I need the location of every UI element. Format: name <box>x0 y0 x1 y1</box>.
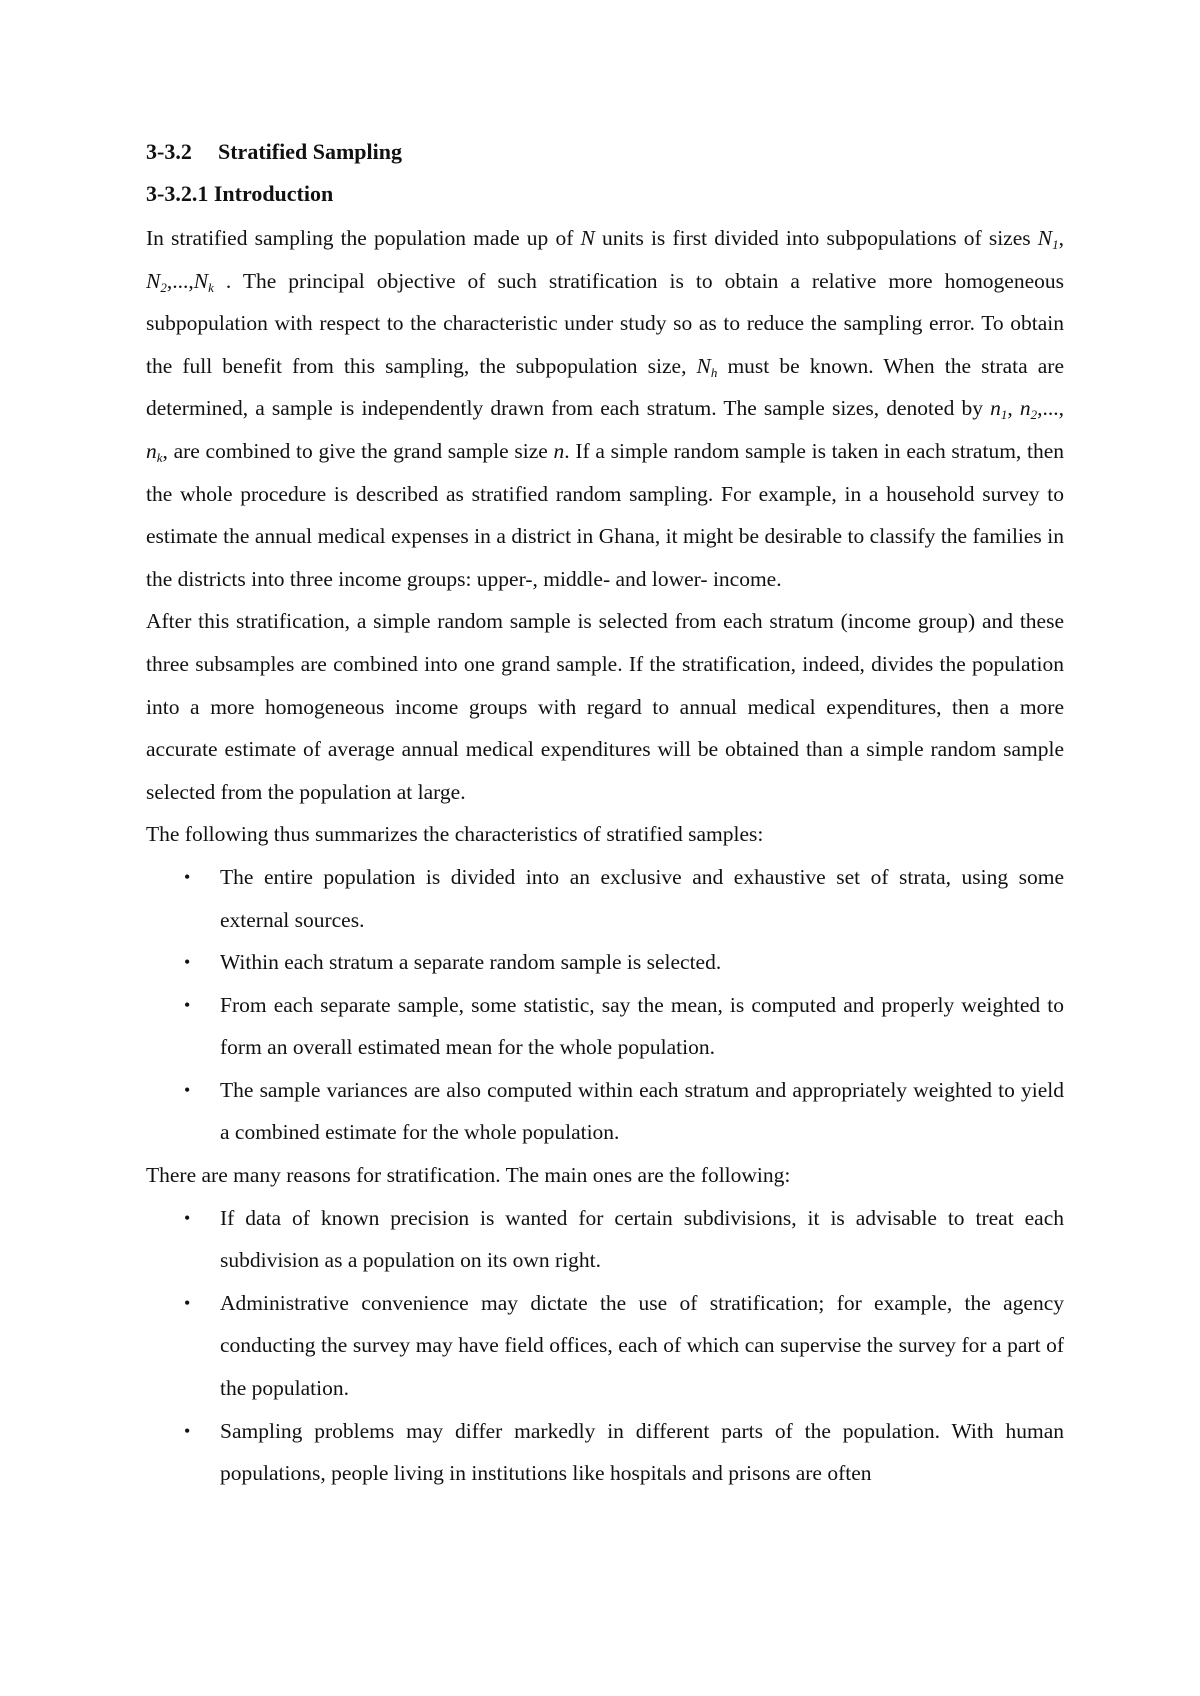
subsection-heading: 3-3.2.1 Introduction <box>146 181 334 206</box>
list-item: • The entire population is divided into an exclusive and exhaustive set of strata, using some external sources. <box>146 856 1064 941</box>
list-item: • The sample variances are also computed within each stratum and appropriately weighted to yield a combined estimate for the whole population. <box>146 1069 1064 1154</box>
bullet-icon: • <box>184 1207 191 1228</box>
list-item: • If data of known precision is wanted for certain subdivisions, it is advisable to treat each subdivision as a population on its own right. <box>146 1197 1064 1282</box>
stratification-paragraph: After this stratification, a simple random sample is selected from each stratum (income group) and these three subsamples are combined into one grand sample. If the stratification, indeed, divides the population into a more homogeneous income groups with regard to annual medical expenditures, then a more accurate estimate of average annual medical expenditures will be obtained than a simple random sample selected from the population at large. <box>146 609 1064 804</box>
summary-intro-paragraph: The following thus summarizes the characteristics of stratified samples: <box>146 822 764 847</box>
section-heading <box>146 138 1064 166</box>
math-Nk: N <box>193 268 209 293</box>
bullet-icon: • <box>184 1079 191 1100</box>
bullet-icon: • <box>184 1292 191 1313</box>
list-item: • Sampling problems may differ markedly in different parts of the population. With human populations, people living in institutions like hospitals and prisons are often <box>146 1410 1064 1495</box>
math-n2: n <box>1019 396 1031 421</box>
math-n: n <box>553 438 565 463</box>
math-N2: N <box>146 268 161 293</box>
list-item: • Administrative convenience may dictate the use of stratification; for example, the agency conducting the survey may have field offices, each of which can supervise the survey for a part of the population. <box>146 1282 1064 1410</box>
reasons-list <box>146 1197 1064 1495</box>
bullet-icon: • <box>184 1420 191 1441</box>
list-item: • Within each stratum a separate random sample is selected. <box>146 941 1064 984</box>
math-N1: N <box>1037 226 1053 250</box>
list-item: • From each separate sample, some statistic, say the mean, is computed and properly weighted to form an overall estimated mean for the whole population. <box>146 984 1064 1069</box>
math-Nh: N <box>696 353 711 378</box>
bullet-icon: • <box>184 994 191 1015</box>
math-N: N <box>580 226 595 250</box>
section-title: Stratified Sampling <box>218 139 402 164</box>
intro-paragraph: In stratified sampling the population made up of N units is first divided into subpopulations of sizes $N_1$, $N_2,...,N_k$ . The principal objective of such stratification is to obtain a relative more homogeneous subpopulation with respect to the characteristic under study so as to reduce the sampling error. To obtain the full benefit from this sampling, the subpopulation size, $N_h$ must be known. When the strata are determined, a sample is independently drawn from each stratum. The sample sizes, denoted by $n_1$, $n_2$,..., $n_k$, are combined to give the grand sample size n. If a simple random sample is taken in each stratum, then the whole procedure is described as stratified random sampling. For example, in a household survey to estimate the annual medical expenses in a district in Ghana, it might be desirable to classify the families in the districts into three income groups: upper-, middle- and lower- income. <box>146 226 1065 591</box>
bullet-icon: • <box>184 952 191 973</box>
bullet-icon: • <box>184 866 191 887</box>
characteristics-list <box>146 856 1064 1154</box>
math-n1: n <box>990 396 1001 421</box>
section-number: 3-3.2 <box>146 139 192 164</box>
reasons-intro-paragraph: There are many reasons for stratification. The main ones are the following: <box>146 1163 791 1188</box>
math-nk: n <box>146 438 157 463</box>
